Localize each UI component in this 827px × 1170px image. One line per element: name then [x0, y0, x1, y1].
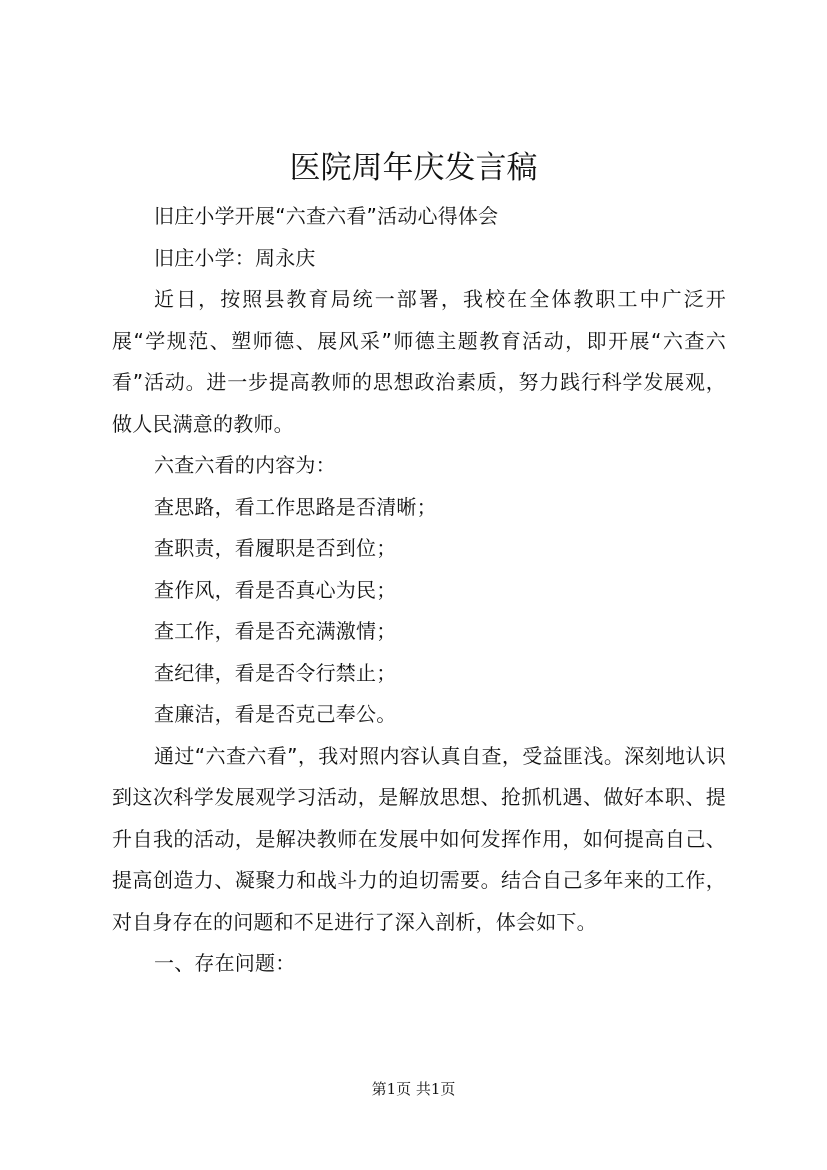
paragraph: 近日，按照县教育局统一部署，我校在全体教职工中广泛开展“学规范、塑师德、展风采”师德主题教育活动，即开展“六查六看”活动。进一步提高教师的思想政治素质，努力践行科学发展观，做人民满意的教师。 [112, 287, 726, 436]
document-title: 医院周年庆发言稿 [289, 150, 538, 186]
paragraph: 查纪律，看是否令行禁止； [154, 660, 397, 685]
page-number-footer: 第1页 共1页 [371, 1080, 456, 1098]
document-body [112, 196, 726, 985]
paragraph: 旧庄小学开展“六查六看”活动心得体会 [154, 204, 499, 228]
paragraph: 查廉洁，看是否克己奉公。 [154, 702, 397, 726]
paragraph: 六查六看的内容为： [154, 453, 336, 477]
paragraph: 查思路，看工作思路是否清晰； [154, 494, 437, 519]
paragraph: 旧庄小学：周永庆 [154, 245, 316, 270]
paragraph: 查职责，看履职是否到位； [154, 536, 397, 560]
paragraph: 查工作，看是否充满激情； [154, 619, 397, 643]
paragraph: 一、存在问题： [154, 951, 296, 975]
paragraph: 通过“六查六看”，我对照内容认真自查，受益匪浅。深刻地认识到这次科学发展观学习活动，是解放思想、抢抓机遇、做好本职、提升自我的活动，是解决教师在发展中如何发挥作用，如何提高自己、提高创造力、凝聚力和战斗力的迫切需要。结合自己多年来的工作，对自身存在的问题和不足进行了深入剖析，体会如下。 [112, 743, 726, 934]
paragraph: 查作风，看是否真心为民； [154, 577, 397, 602]
